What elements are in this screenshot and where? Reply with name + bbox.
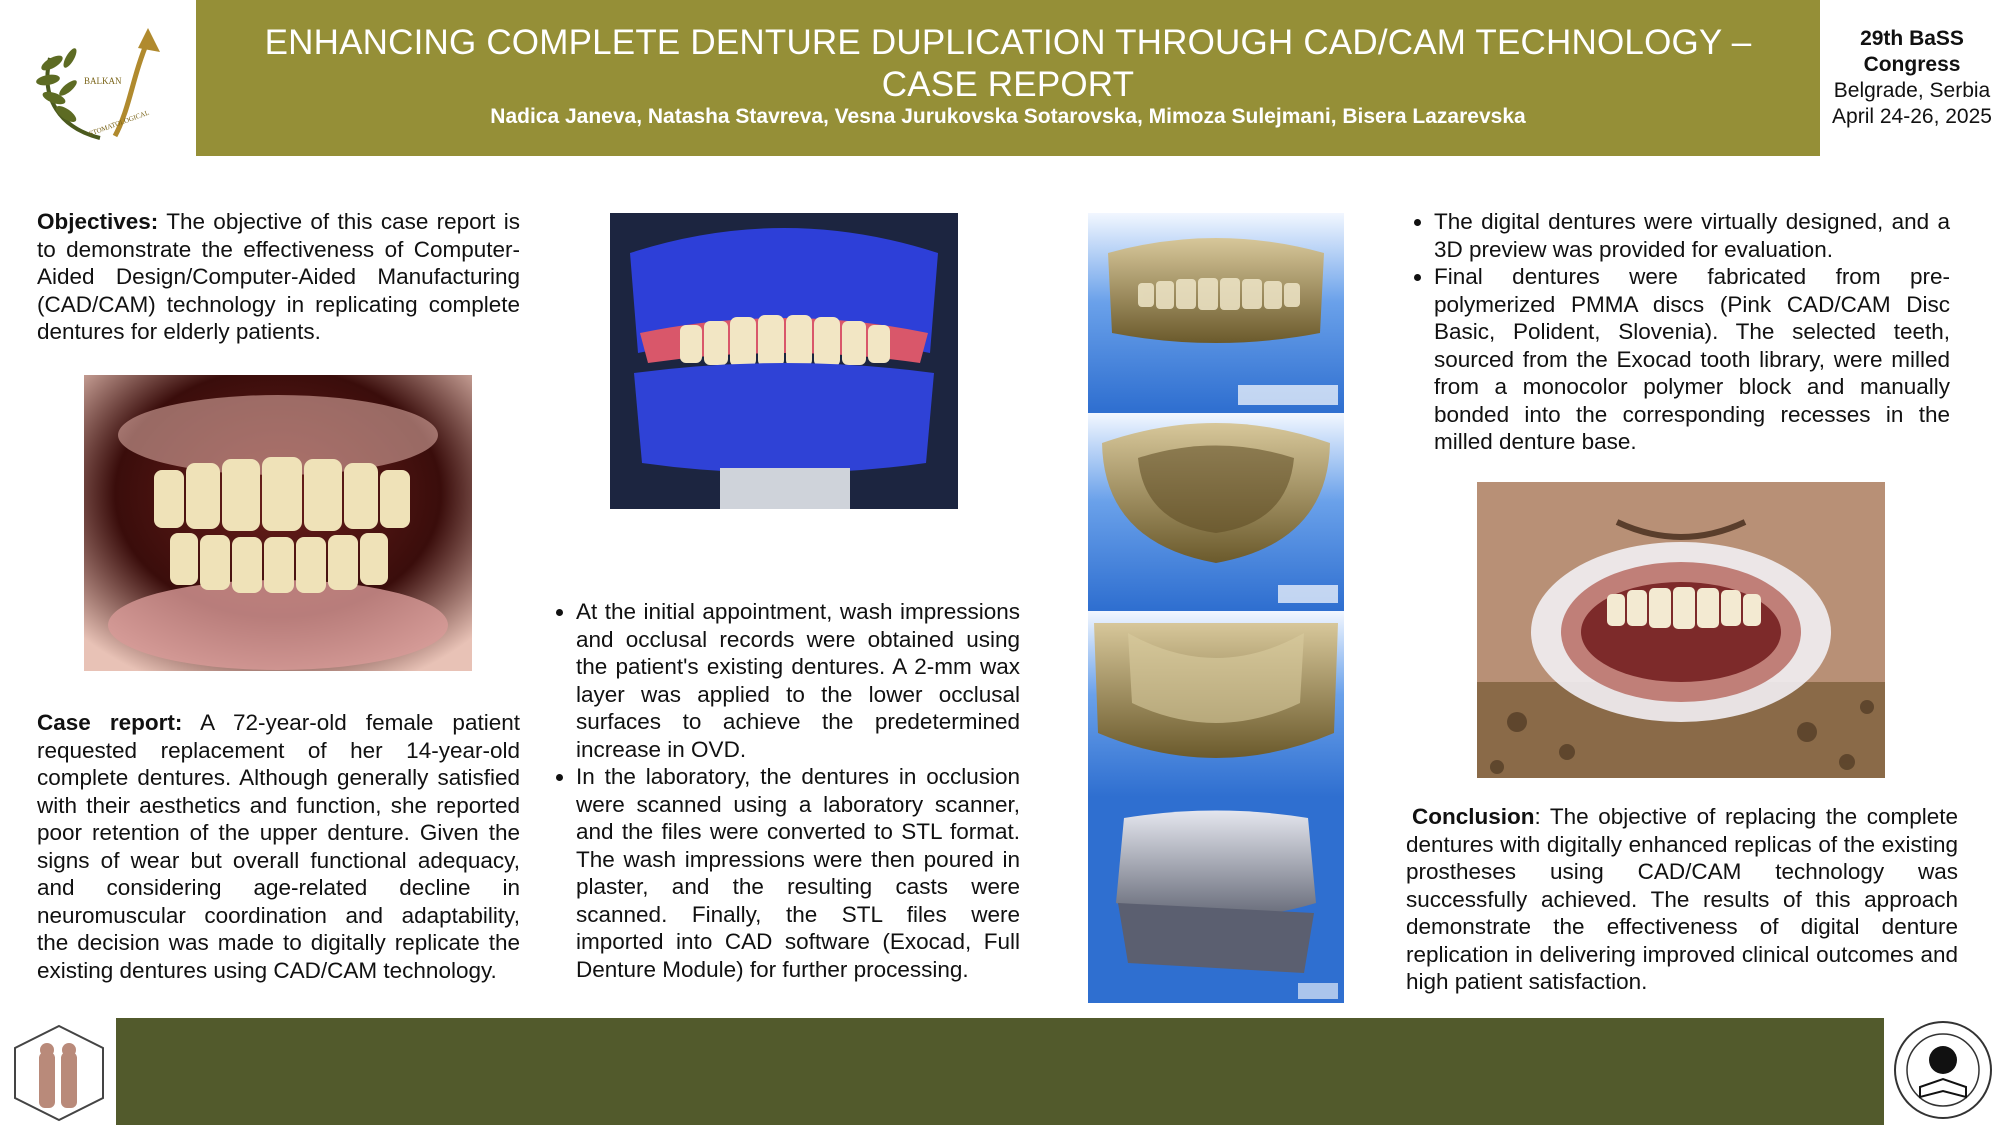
poster-title xyxy=(196,22,1820,106)
method-bullet-2: • In the laboratory, the dentures in occlusion were scanned using a laboratory scanner, and the files were converted to STL format. The wash impressions were then poured in plaster, and the resulting casts were scanned. Finally, the STL files were imported into CAD software (Exocad, Full Denture Module) for further processing. xyxy=(576,763,1020,983)
design-bullets xyxy=(1406,208,1950,456)
cad-scan-images-strip xyxy=(1088,213,1344,1003)
scan-panel-lower-cast xyxy=(1088,611,1344,797)
balkan-stomatological-society-logo xyxy=(20,18,180,153)
logo-lettering: BALKAN xyxy=(84,76,122,86)
scan-panel-digital-design xyxy=(1088,799,1344,1003)
university-logo xyxy=(5,1020,113,1125)
design-bullet-2: • Final dentures were fabricated from pre-polymerized PMMA discs (Pink CAD/CAM Disc Basic, Polident, Slovenia). The selected teeth, sourced from the Exocad tooth library, were milled from a monocolor polymer block and manually bonded into the corresponding recesses in the milled denture base. xyxy=(1434,263,1950,456)
header-band xyxy=(196,0,1820,156)
conclusion-section xyxy=(1406,803,1958,996)
scan-panel-upper-cast xyxy=(1088,413,1344,609)
congress-info xyxy=(1826,26,1998,130)
objectives-label: Objectives: xyxy=(37,209,159,234)
case-report-section xyxy=(37,709,520,984)
design-bullet-1: • The digital dentures were virtually designed, and a 3D preview was provided for evaluation. xyxy=(1434,208,1950,263)
patient-final-smile-photo xyxy=(1477,482,1885,778)
case-report-text: A 72-year-old female patient requested replacement of her 14-year-old complete dentures. Although generally satisfied with their aesthetics and function, she reported poor retention of the upper denture. Given the signs of wear but overall functional adequacy, and considering age-related decline in neuromuscular coordination and adaptability, the decision was made to digitally replicate the existing dentures using CAD/CAM technology. xyxy=(37,710,520,983)
dentures-with-wax-impression-photo xyxy=(610,213,958,509)
svg-text:STOMATOLOGICAL: STOMATOLOGICAL xyxy=(87,108,151,138)
scan-panel-dentures-occlusion xyxy=(1088,213,1344,411)
method-bullets xyxy=(548,598,1020,983)
congress-location: Belgrade, Serbia xyxy=(1833,79,1991,102)
objectives-text: The objective of this case report is to demonstrate the effectiveness of Computer-Aided Design/Computer-Aided Manufacturing (CAD/CAM) technology in replicating complete dentures for elderly patients. xyxy=(37,209,520,344)
conclusion-text: : The objective of replacing the complete dentures with digitally enhanced replicas of the existing prostheses using CAD/CAM technology was successfully achieved. The results of this approach demonstrate the effectiveness of digital denture replication in delivering improved clinical outcomes and high patient satisfaction. xyxy=(1406,804,1958,994)
method-bullet-1: • At the initial appointment, wash impressions and occlusal records were obtained using the patient's existing dentures. A 2-mm wax layer was applied to the lower occlusal surfaces to achieve the predetermined increase in OVD. xyxy=(576,598,1020,763)
objectives-section xyxy=(37,208,520,346)
authors: Nadica Janeva, Natasha Stavreva, Vesna Jurukovska Sotarovska, Mimoza Sulejmani, Bisera Lazarevska xyxy=(490,105,1526,128)
congress-dates: April 24-26, 2025 xyxy=(1832,105,1992,128)
faculty-of-dentistry-logo xyxy=(1888,1015,1998,1125)
congress-name-line-1: 29th BaSS xyxy=(1860,27,1964,50)
title-line-2: CASE REPORT xyxy=(881,65,1135,104)
patient-initial-smile-photo xyxy=(84,375,472,671)
footer-band xyxy=(116,1018,1884,1125)
conclusion-label: Conclusion xyxy=(1412,804,1535,829)
congress-name-line-2: Congress xyxy=(1863,53,1961,76)
case-report-label: Case report: xyxy=(37,710,183,735)
title-line-1: ENHANCING COMPLETE DENTURE DUPLICATION THROUGH CAD/CAM TECHNOLOGY – xyxy=(264,23,1752,62)
